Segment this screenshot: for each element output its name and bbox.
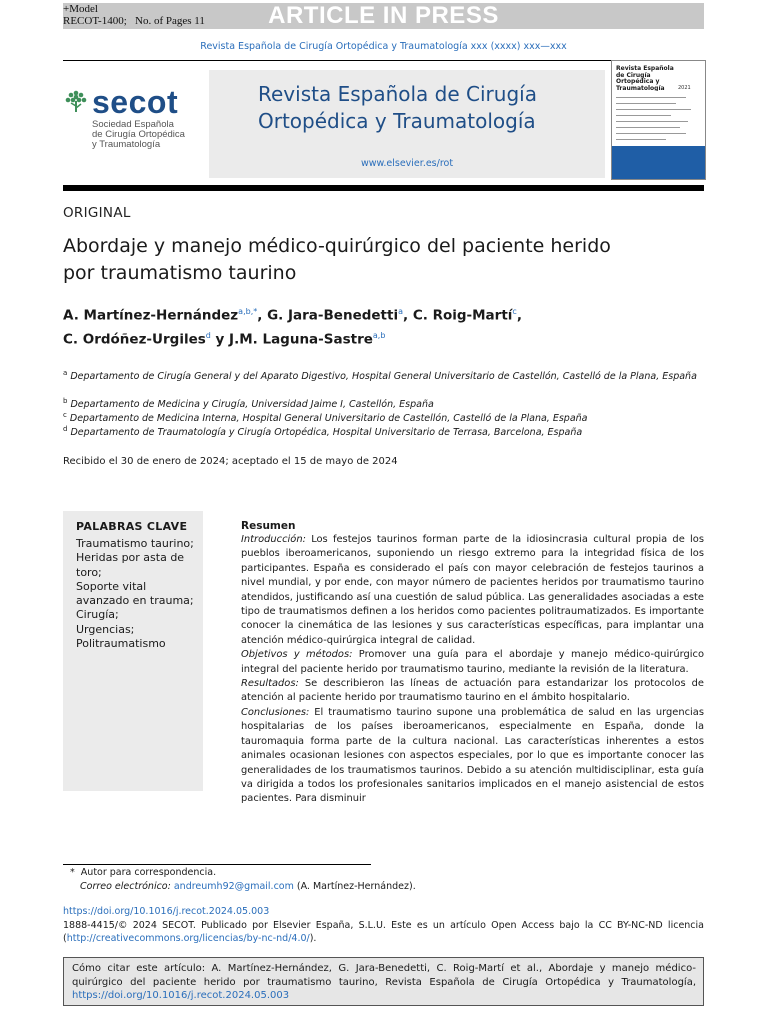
author-name[interactable]: A. Martínez-Hernández (63, 307, 239, 324)
received-dates: Recibido el 30 de enero de 2024; aceptado el 15 de mayo de 2024 (63, 456, 398, 467)
author-affiliation-marker[interactable]: c (512, 307, 517, 316)
author-affiliation-marker[interactable]: a (398, 307, 403, 316)
doi-link[interactable]: https://doi.org/10.1016/j.recot.2024.05.003 (63, 906, 270, 917)
author-name[interactable]: C. Roig-Martí (412, 307, 513, 324)
journal-cover-thumbnail (611, 60, 706, 180)
society-logo-wordmark: secot (92, 84, 179, 120)
journal-title: Revista Española de Cirugía Ortopédica y Traumatología (258, 82, 537, 133)
article-title: Abordaje y manejo médico-quirúrgico del paciente herido por traumatismo taurino (63, 235, 611, 284)
abstract-section: Resultados: Se describieron las líneas de actuación para estandarizar los protocolos de atención al paciente herido por traumatismo taurino en el ámbito hospitalario. (241, 678, 704, 704)
affiliation: $^a$ Departamento de Cirugía General y del Aparato Digestivo, Hospital General Universitario de Castellón, Castelló de la Plana, España (63, 369, 697, 383)
author-name[interactable]: C. Ordóñez-Urgiles (63, 331, 206, 347)
license-statement: 1888-4415/© 2024 SECOT. Publicado por Elsevier España, S.L.U. Este es un artículo Open Access bajo la CC BY-NC-ND licencia (http://creativecommons.org/licencias/by-nc-nd/4.0/). (63, 920, 704, 944)
society-name: Sociedad Española de Cirugía Ortopédica y Traumatología (92, 119, 185, 150)
abstract-heading: Resumen (241, 520, 296, 532)
pages-count: No. of Pages 11 (135, 15, 205, 27)
affiliation: $^b$ Departamento de Medicina y Cirugía, Universidad Jaime I, Castellón, España (63, 397, 434, 411)
citation-text: Cómo citar este artículo: A. Martínez-Hernández, G. Jara-Benedetti, C. Roig-Martí et al., Abordaje y manejo médico-quirúrgico del paciente herido por traumatismo taurino, Revista Española de Cirugía Ortopédica y Traumatología, https://doi.org/10.1016/j.recot.2024.05.003 (72, 963, 696, 1001)
article-id-line (63, 15, 205, 27)
author-affiliation-marker[interactable]: d (205, 330, 211, 340)
article-id: RECOT-1400; (63, 15, 127, 27)
keyword-line: Heridas por asta de (76, 551, 185, 565)
cover-title: Revista Española de Cirugía Ortopédica y Traumatología (616, 65, 674, 92)
keyword-line: toro; (76, 565, 102, 579)
email-note: Correo electrónico: andreumh92@gmail.com (A. Martínez-Hernández). (80, 881, 416, 892)
abstract-section: Objetivos y métodos: Promover una guía para el abordaje y manejo médico-quirúrgico integral del paciente herido por traumatismo taurino, mediante la revisión de la literatura. (241, 649, 704, 675)
footnote-rule (63, 864, 371, 865)
header-rule (63, 60, 704, 61)
affiliation: $^d$ Departamento de Traumatología y Cirugía Ortopédica, Hospital Universitario de Terrasa, Barcelona, España (63, 425, 583, 439)
header-thick-rule (63, 185, 704, 191)
email-link[interactable]: andreumh92@gmail.com (173, 881, 294, 892)
abstract-section: Introducción: Los festejos taurinos forman parte de la idiosincrasia cultural propia de los pueblos iberoamericanos, suponiendo un riesgo extremo para la integridad física de los participantes. España es considerado el país con mayor celebración de festejos taurinos a nivel mundial, y por ende, con mayor número de pacientes heridos por traumatismo taurino atendidos, justificando así una cuestión de salud pública. Las generalidades asociadas a este tipo de traumatismos definen a los heridos como pacientes politraumatizados. Es importante conocer la cinemática de las lesiones y sus características específicas, para implantar una atención médico-quirúrgica integral de calidad. (241, 534, 704, 646)
keyword-line: avanzado en trauma; (76, 594, 194, 608)
journal-url[interactable]: www.elsevier.es/rot (360, 158, 454, 169)
keyword-line: Traumatismo taurino; (76, 537, 194, 550)
keyword-line: Soporte vital (76, 579, 147, 593)
abstract-body (241, 533, 704, 807)
cover-year: 2021 (678, 85, 691, 91)
author-affiliation-marker[interactable]: a,b,* (238, 307, 258, 316)
article-in-press-label: ARTICLE IN PRESS (268, 2, 499, 29)
author-affiliation-marker[interactable]: a,b (372, 330, 386, 340)
author-name[interactable]: G. Jara-Benedetti (267, 307, 399, 324)
keyword-line: Urgencias; (76, 622, 135, 636)
citation-doi-link[interactable]: https://doi.org/10.1016/j.recot.2024.05.003 (72, 990, 290, 1001)
model-label: +Model (63, 3, 98, 15)
corresponding-author-note: * Autor para correspondencia. (70, 867, 217, 878)
society-logo-icon (63, 88, 89, 114)
keyword-line: Cirugía; (76, 608, 119, 622)
keywords-list (76, 537, 201, 651)
journal-reference[interactable]: Revista Española de Cirugía Ortopédica y Traumatología xxx (xxxx) xxx—xxx (200, 41, 567, 52)
affiliation: $^c$ Departamento de Medicina Interna, Hospital General Universitario de Castellón, Castelló de la Plana, España (63, 411, 588, 425)
author-name[interactable]: J.M. Laguna-Sastre (229, 331, 373, 347)
section-label: ORIGINAL (63, 205, 131, 221)
keyword-line: Politraumatismo (76, 637, 166, 651)
license-link[interactable]: http://creativecommons.org/licencias/by-nc-nd/4.0/ (66, 933, 310, 944)
keywords-heading: PALABRAS CLAVE (76, 520, 188, 533)
author-list: A. Martínez-Hernández$^{a,b,*}$, G. Jara-Benedetti$^a$, C. Roig-Martí$^c$, C. Ordóñez-Urgiles$^d$ y J.M. Laguna-Sastre$^{a,b}$ (63, 307, 522, 347)
abstract-section: Conclusiones: El traumatismo taurino supone una problemática de salud en las urgencias hospitalarias de los países iberoamericanos, especialmente en España, donde la tauromaquia forma parte de la cultura nacional. Las características inherentes a estos animales ocasionan lesiones con aspectos especiales, por lo que es importante conocer las generalidades de los traumatismos taurinos. Debido a su atención multidisciplinar, esta guía va dirigida a todos los profesionales sanitarios implicados en el manejo asistencial de estos pacientes. Para disminuir (241, 706, 704, 805)
